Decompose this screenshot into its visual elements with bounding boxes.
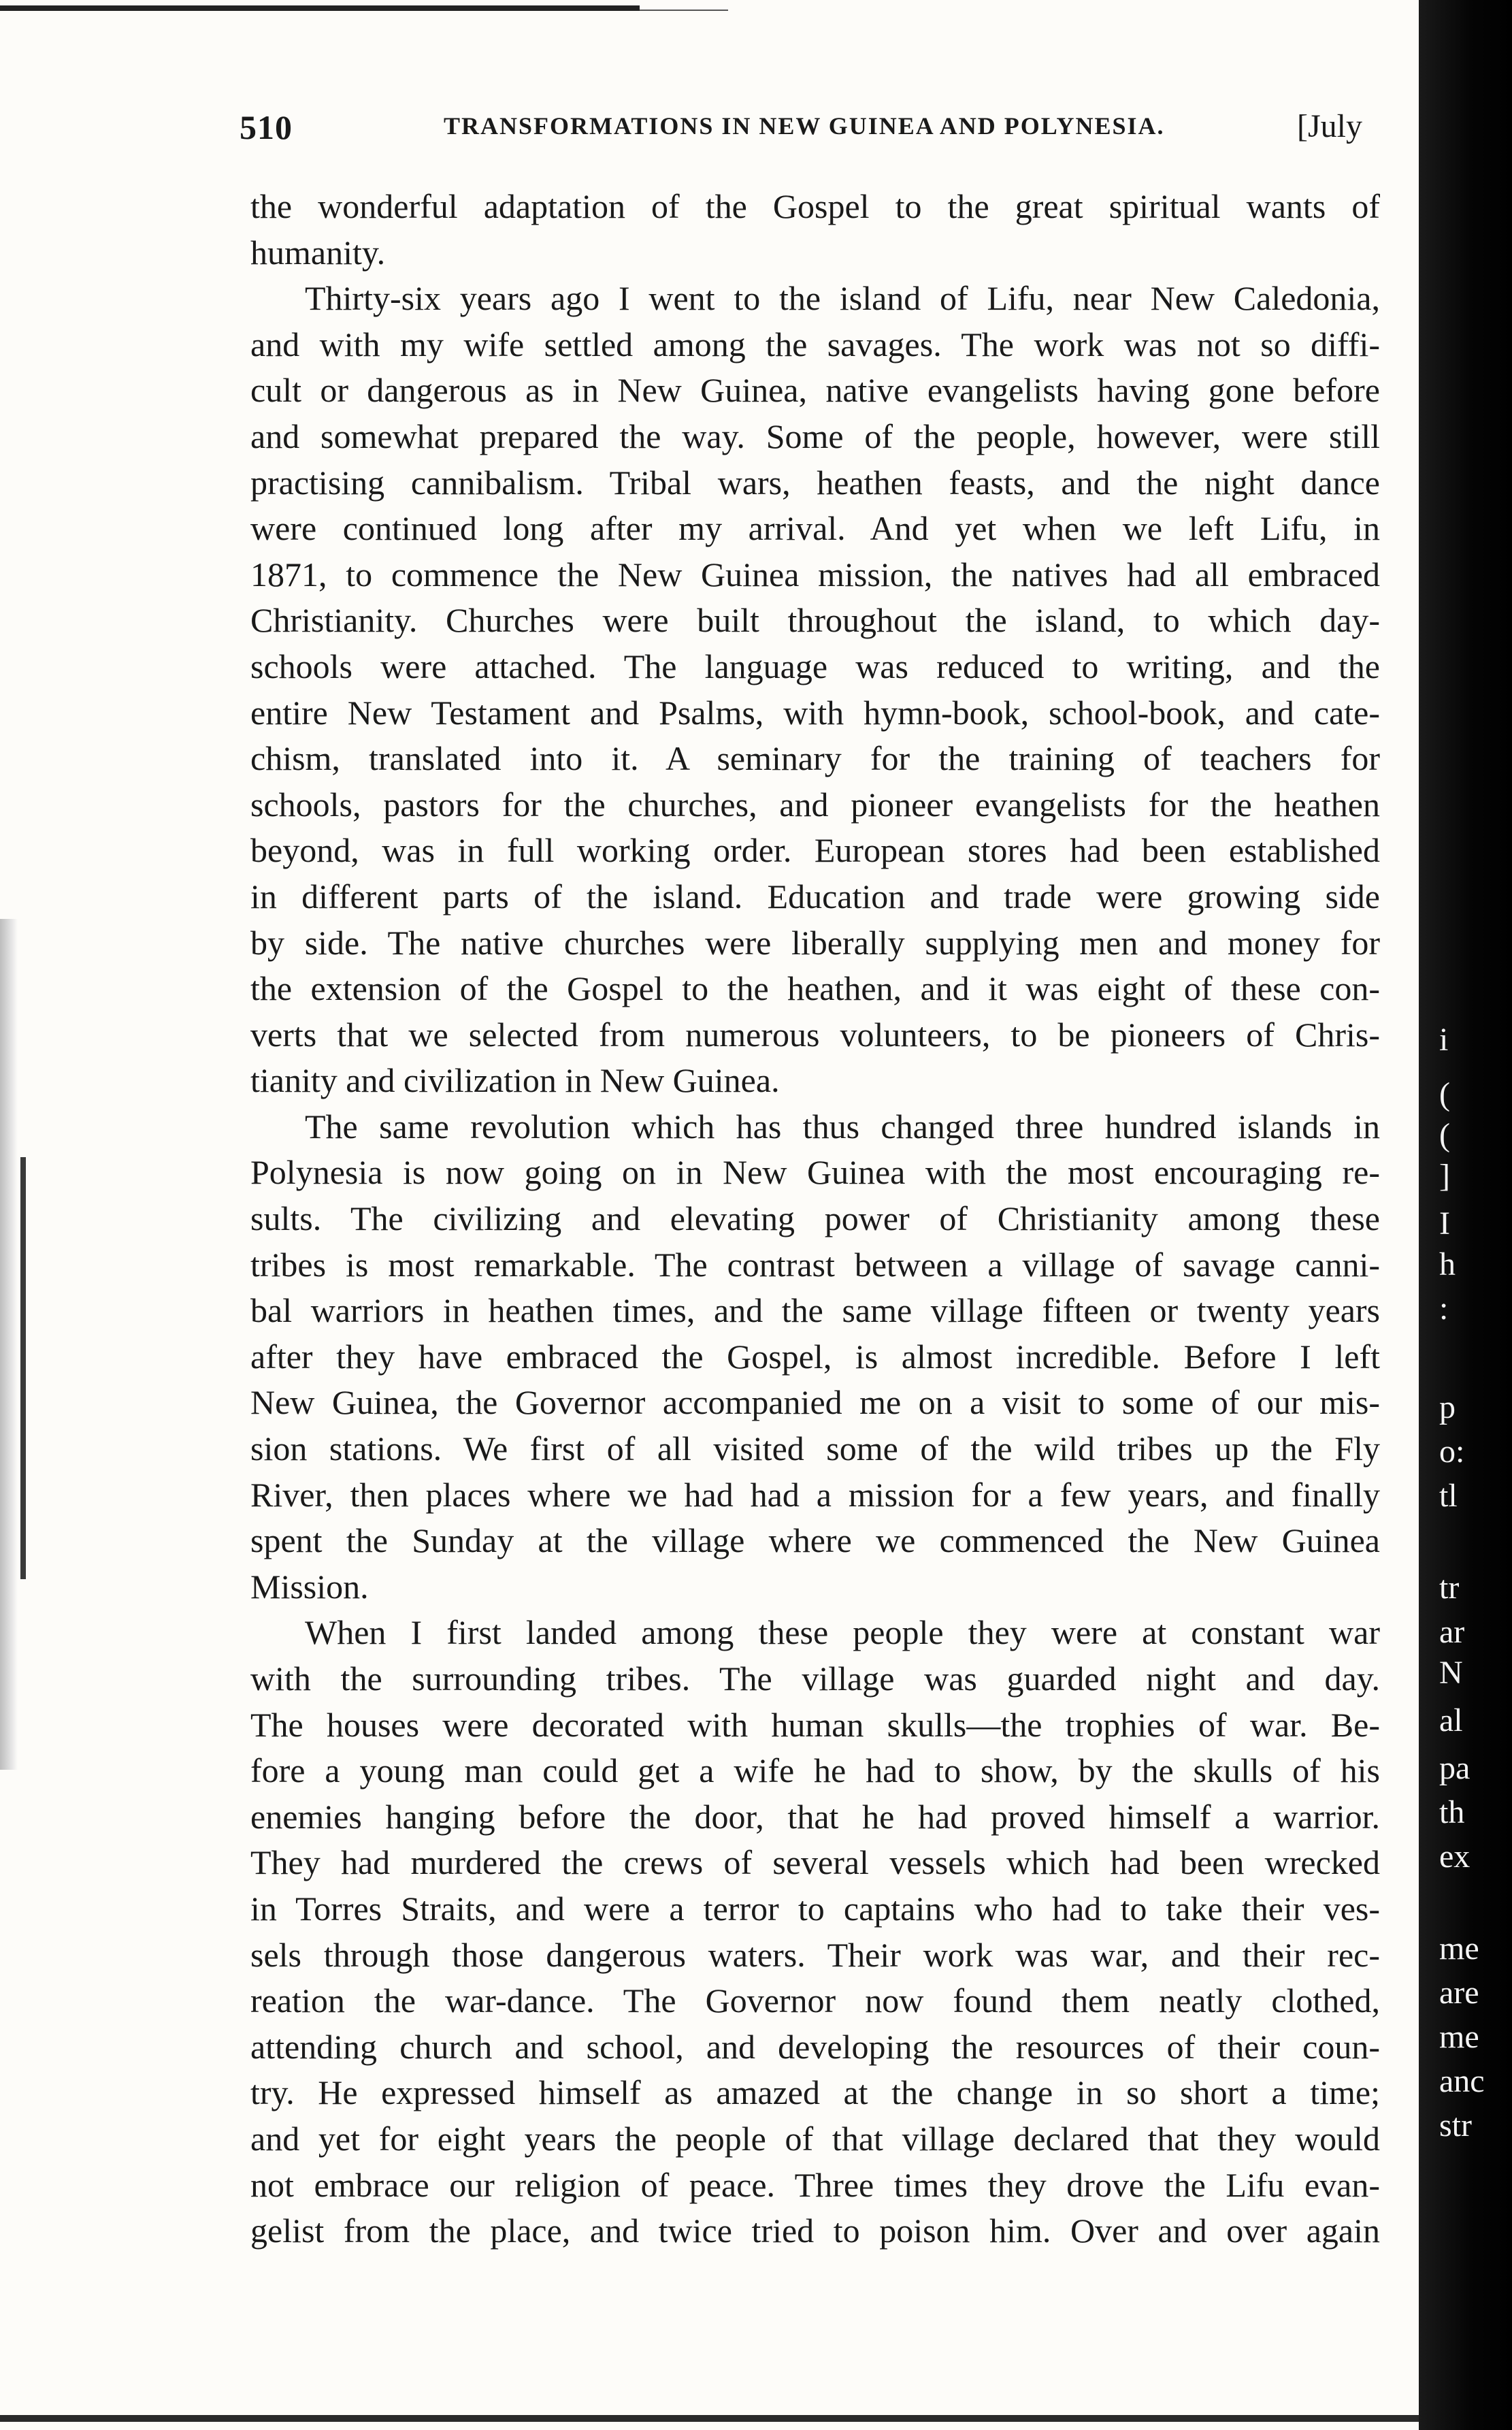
running-title: TRANSFORMATIONS IN NEW GUINEA AND POLYNESIA.	[444, 112, 1165, 140]
page-number: 510	[240, 108, 293, 146]
text-line: Thirty-six years ago I went to the island of Lifu, near New Caledonia,	[305, 279, 1380, 318]
text-line: sults. The civilizing and elevating power of Christianity among these	[250, 1199, 1380, 1238]
text-line: practising cannibalism. Tribal wars, heathen feasts, and the night dance	[250, 463, 1380, 502]
text-line: beyond, was in full working order. European stores had been established	[250, 831, 1380, 870]
text-line: Mission.	[250, 1567, 369, 1606]
facing-page-fragment: pa	[1439, 1750, 1470, 1786]
text-line: spent the Sunday at the village where we commenced the New Guinea	[250, 1521, 1380, 1560]
text-line: schools, pastors for the churches, and pioneer evangelists for the heathen	[250, 785, 1380, 824]
text-line: The houses were decorated with human skulls—the trophies of war. Be-	[250, 1705, 1380, 1744]
text-line: gelist from the place, and twice tried to poison him. Over and over again	[250, 2212, 1380, 2250]
facing-page-fragment: o:	[1439, 1433, 1465, 1470]
text-line: entire New Testament and Psalms, with hymn-book, school-book, and cate-	[250, 693, 1380, 732]
text-line: humanity.	[250, 233, 386, 272]
text-line: reation the war-dance. The Governor now found them neatly clothed,	[250, 1981, 1380, 2020]
text-line: tribes is most remarkable. The contrast between a village of savage canni-	[250, 1245, 1380, 1284]
text-line: the extension of the Gospel to the heathen, and it was eight of these con-	[250, 969, 1380, 1008]
text-line: after they have embraced the Gospel, is almost incredible. Before I left	[250, 1337, 1380, 1376]
facing-page-fragment: anc	[1439, 2063, 1485, 2099]
facing-page-fragment: me	[1439, 1930, 1479, 1966]
facing-page-fragment: al	[1439, 1702, 1463, 1738]
facing-page-fragment: ar	[1439, 1614, 1465, 1650]
text-line: When I first landed among these people they were at constant war	[305, 1613, 1380, 1652]
text-line: the wonderful adaptation of the Gospel to the great spiritual wants of	[250, 187, 1380, 225]
facing-page-fragment: ex	[1439, 1838, 1470, 1875]
text-line: tianity and civilization in New Guinea.	[250, 1061, 780, 1100]
facing-page-fragment: ]	[1439, 1158, 1450, 1194]
text-line: sels through those dangerous waters. Their work was war, and their rec-	[250, 1935, 1380, 1974]
left-binding-shadow	[0, 919, 18, 1770]
issue-month: [July	[1297, 108, 1362, 144]
text-line: verts that we selected from numerous volunteers, to be pioneers of Chris-	[250, 1015, 1380, 1054]
text-line: enemies hanging before the door, that he had proved himself a warrior.	[250, 1797, 1380, 1836]
facing-page-fragment: th	[1439, 1794, 1465, 1830]
bottom-border-rule	[0, 2415, 1419, 2422]
text-line: in different parts of the island. Education and trade were growing side	[250, 877, 1380, 916]
facing-page-fragment: p	[1439, 1389, 1456, 1425]
left-binding-edge	[20, 1157, 26, 1579]
text-line: sion stations. We first of all visited some of the wild tribes up the Fly	[250, 1429, 1380, 1468]
text-line: They had murdered the crews of several vessels which had been wrecked	[250, 1843, 1380, 1882]
text-line: bal warriors in heathen times, and the same village fifteen or twenty years	[250, 1291, 1380, 1330]
text-line: not embrace our religion of peace. Three times they drove the Lifu evan-	[250, 2165, 1380, 2204]
facing-page-fragment: tr	[1439, 1570, 1460, 1606]
text-line: chism, translated into it. A seminary for the training of teachers for	[250, 739, 1380, 778]
facing-page-fragment: me	[1439, 2019, 1479, 2055]
text-line: and yet for eight years the people of that village declared that they would	[250, 2119, 1380, 2158]
text-line: and with my wife settled among the savages. The work was not so diffi-	[250, 325, 1380, 363]
article-body	[250, 184, 1380, 2254]
text-line: Polynesia is now going on in New Guinea with the most encouraging re-	[250, 1153, 1380, 1192]
top-border-rule-thin	[640, 10, 728, 11]
text-line: were continued long after my arrival. And yet when we left Lifu, in	[250, 509, 1380, 548]
facing-page-fragment: str	[1439, 2107, 1472, 2143]
text-line: River, then places where we had had a mission for a few years, and finally	[250, 1475, 1380, 1514]
text-line: Christianity. Churches were built throughout the island, to which day-	[250, 601, 1380, 640]
text-line: cult or dangerous as in New Guinea, native evangelists having gone before	[250, 371, 1380, 410]
facing-page-fragment: are	[1439, 1975, 1479, 2011]
running-header	[240, 102, 1362, 150]
text-line: by side. The native churches were liberally supplying men and money for	[250, 923, 1380, 962]
text-line: The same revolution which has thus changed three hundred islands in	[305, 1107, 1380, 1146]
text-line: and somewhat prepared the way. Some of the people, however, were still	[250, 417, 1380, 455]
top-border-rule	[0, 5, 640, 11]
facing-page-fragment: N	[1439, 1655, 1463, 1691]
facing-page-edge	[1426, 0, 1507, 2430]
text-line: attending church and school, and developing the resources of their coun-	[250, 2027, 1380, 2066]
facing-page-fragment: (	[1439, 1076, 1450, 1112]
facing-page-fragment: h	[1439, 1246, 1456, 1282]
facing-page-fragment: I	[1439, 1205, 1450, 1242]
facing-page-fragment: :	[1439, 1291, 1449, 1327]
text-line: try. He expressed himself as amazed at the change in so short a time;	[250, 2073, 1380, 2112]
text-line: in Torres Straits, and were a terror to captains who had to take their ves-	[250, 1889, 1380, 1928]
facing-page-fragment: i	[1439, 1022, 1449, 1058]
facing-page-fragment: tl	[1439, 1478, 1458, 1514]
text-line: New Guinea, the Governor accompanied me on a visit to some of our mis-	[250, 1383, 1380, 1422]
facing-page-fragment: (	[1439, 1117, 1450, 1153]
text-line: with the surrounding tribes. The village was guarded night and day.	[250, 1659, 1380, 1698]
text-line: 1871, to commence the New Guinea mission, the natives had all embraced	[250, 555, 1380, 594]
text-line: schools were attached. The language was reduced to writing, and the	[250, 647, 1380, 685]
text-line: fore a young man could get a wife he had to show, by the skulls of his	[250, 1751, 1380, 1790]
